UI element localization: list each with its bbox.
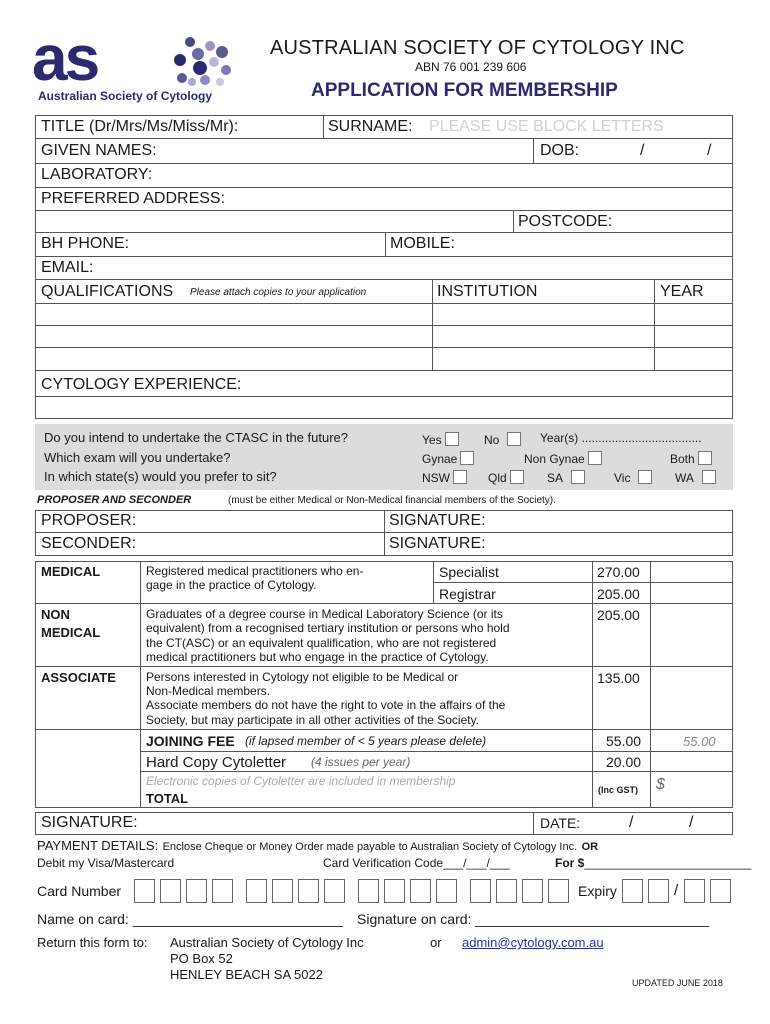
for-line: _________________________: [584, 856, 752, 870]
card-digit-box[interactable]: [548, 879, 569, 903]
updated-label: UPDATED JUNE 2018: [632, 978, 723, 988]
both-checkbox[interactable]: [698, 451, 712, 465]
expiry-box[interactable]: [684, 879, 705, 903]
electronic-note: Electronic copies of Cytoletter are included in membership: [146, 774, 456, 788]
no-checkbox[interactable]: [507, 432, 521, 446]
expiry-sep: /: [674, 882, 679, 899]
debit-label: Debit my Visa/Mastercard: [37, 856, 175, 870]
card-verification-label: Card Verification Code___/___/___: [323, 856, 510, 870]
proposer-signature-label: SIGNATURE:: [389, 512, 486, 529]
dob-sep-1: /: [640, 142, 645, 159]
joining-fee-note: (if lapsed member of < 5 years please delete): [245, 734, 487, 748]
mobile-label: MOBILE:: [390, 235, 455, 252]
logo-caption: Australian Society of Cytology: [38, 89, 213, 103]
for-label: For $: [555, 856, 585, 870]
state-label: Vic: [614, 471, 631, 485]
payment-text: Enclose Cheque or Money Order made payable to Australian Society of Cytology Inc.: [162, 841, 578, 853]
medical-label: MEDICAL: [41, 564, 101, 579]
both-option: [670, 451, 712, 465]
for-amount: [555, 857, 751, 869]
specialist-label: Specialist: [439, 564, 499, 580]
address-label: PREFERRED ADDRESS:: [41, 190, 226, 207]
proposer-label: PROPOSER:: [41, 512, 137, 529]
card-digit-box[interactable]: [436, 879, 457, 903]
associate-label: ASSOCIATE: [41, 670, 116, 685]
seconder-label: SECONDER:: [41, 535, 137, 552]
return-email-link[interactable]: admin@cytology.com.au: [462, 935, 604, 950]
proposer-note: (must be either Medical or Non-Medical financial members of the Society).: [228, 495, 556, 506]
total-mark: $: [656, 776, 665, 793]
hard-copy-note: (4 issues per year): [311, 755, 411, 769]
non-medical-desc-3: the CT(ASC) or an equivalent qualification, who are not registered: [146, 636, 497, 650]
registrar-fee: 205.00: [597, 586, 640, 602]
gynae-checkbox[interactable]: [460, 451, 474, 465]
name-on-card: Name on card: ___________________________: [37, 911, 343, 927]
form-title: APPLICATION FOR MEMBERSHIP: [311, 80, 618, 101]
qualifications-label: QUALIFICATIONS: [41, 283, 174, 300]
expiry-box[interactable]: [622, 879, 643, 903]
card-digit-box[interactable]: [410, 879, 431, 903]
gynae-label: Gynae: [422, 452, 458, 466]
state-label: SA: [547, 471, 564, 485]
date-sep-2: /: [689, 814, 694, 831]
state-label: Qld: [488, 471, 507, 485]
title-label: TITLE (Dr/Mrs/Ms/Miss/Mr):: [41, 118, 239, 135]
non-medical-label-2: MEDICAL: [41, 625, 101, 640]
card-number-label: Card Number: [37, 883, 122, 899]
card-digit-box[interactable]: [134, 879, 155, 903]
ctasc-question-2: Which exam will you undertake?: [44, 450, 231, 465]
surname-label: SURNAME:: [328, 118, 413, 135]
qld-checkbox[interactable]: [510, 470, 524, 484]
signature-on-card: Signature on card: ______________________________: [357, 911, 709, 927]
qualifications-note: Please attach copies to your application: [190, 287, 367, 298]
associate-fee: 135.00: [597, 670, 640, 686]
associate-desc-4: Society, but may participate in all other activities of the Society.: [146, 713, 480, 727]
wa-checkbox[interactable]: [702, 470, 716, 484]
logo: [30, 30, 235, 105]
yes-checkbox[interactable]: [445, 432, 459, 446]
bh-phone-label: BH PHONE:: [41, 235, 130, 252]
asc-logo-graphic: [30, 30, 235, 90]
ctasc-question-3: In which state(s) would you prefer to sit?: [44, 469, 277, 484]
card-digit-box[interactable]: [298, 879, 319, 903]
state-vic: [614, 470, 652, 484]
non-medical-desc-2: equivalent) from a recognised tertiary institution or persons who hold: [146, 621, 510, 635]
org-name: AUSTRALIAN SOCIETY OF CYTOLOGY INC: [270, 37, 685, 59]
card-digit-box[interactable]: [358, 879, 379, 903]
card-digit-box[interactable]: [160, 879, 181, 903]
state-sa: [547, 470, 585, 484]
card-digit-box[interactable]: [186, 879, 207, 903]
abn: ABN 76 001 239 606: [415, 60, 527, 74]
non-gynae-label: Non Gynae: [524, 452, 585, 466]
non-medical-fee: 205.00: [597, 607, 640, 623]
card-digit-box[interactable]: [522, 879, 543, 903]
registrar-label: Registrar: [439, 586, 496, 602]
payment-label: PAYMENT DETAILS:: [37, 838, 159, 853]
seconder-signature-label: SIGNATURE:: [389, 535, 486, 552]
hard-copy-fee: 20.00: [606, 754, 642, 770]
medical-desc-2: gage in the practice of Cytology.: [146, 578, 317, 592]
dob-label: DOB:: [540, 142, 580, 159]
joining-fee-handwritten: 55.00: [683, 734, 716, 749]
ctasc-no-label: No: [484, 433, 500, 447]
card-digit-box[interactable]: [496, 879, 517, 903]
ctasc-yes-label: Yes: [422, 433, 442, 447]
return-address-3: HENLEY BEACH SA 5022: [170, 967, 323, 982]
payment-details: [37, 838, 598, 854]
nsw-checkbox[interactable]: [453, 470, 467, 484]
card-digit-box[interactable]: [246, 879, 267, 903]
state-wa: [675, 470, 716, 484]
date-sep-1: /: [629, 814, 634, 831]
non-medical-desc-1: Graduates of a degree course in Medical Laboratory Science (or its: [146, 607, 503, 621]
cytology-experience-label: CYTOLOGY EXPERIENCE:: [41, 376, 242, 393]
proposer-heading: PROPOSER AND SECONDER: [37, 494, 192, 506]
dob-sep-2: /: [707, 142, 712, 159]
surname-hint: PLEASE USE BLOCK LETTERS: [429, 118, 664, 135]
return-address-2: PO Box 52: [170, 951, 233, 966]
total-label: TOTAL: [146, 791, 189, 806]
medical-desc-1: Registered medical practitioners who en-: [146, 564, 364, 578]
sa-checkbox[interactable]: [571, 470, 585, 484]
svg-text:as: as: [32, 30, 98, 90]
return-address-1: Australian Society of Cytology Inc: [170, 935, 364, 950]
email-label: EMAIL:: [41, 259, 94, 276]
both-label: Both: [670, 452, 695, 466]
ctasc-years: Year(s) ....................................: [540, 431, 702, 445]
joining-fee: 55.00: [606, 733, 642, 749]
associate-desc-2: Non-Medical members.: [146, 684, 271, 698]
card-digit-box[interactable]: [324, 879, 345, 903]
ctasc-yes: [422, 432, 459, 446]
return-or: or: [430, 935, 442, 950]
gynae-option: [422, 451, 474, 465]
card-digit-box[interactable]: [272, 879, 293, 903]
given-names-label: GIVEN NAMES:: [41, 142, 157, 159]
inc-gst-label: (Inc GST): [598, 785, 638, 795]
card-digit-box[interactable]: [212, 879, 233, 903]
non-gynae-option: [524, 451, 602, 465]
non-medical-desc-4: medical practitioners but who engage in the practice of Cytology.: [146, 650, 489, 664]
expiry-box[interactable]: [710, 879, 731, 903]
expiry-box[interactable]: [648, 879, 669, 903]
vic-checkbox[interactable]: [638, 470, 652, 484]
card-digit-box[interactable]: [384, 879, 405, 903]
state-nsw: [422, 470, 467, 484]
state-label: WA: [675, 471, 694, 485]
date-label: DATE:: [540, 815, 581, 831]
state-qld: [488, 470, 524, 484]
institution-label: INSTITUTION: [437, 283, 538, 300]
postcode-label: POSTCODE:: [518, 213, 613, 230]
payment-or: OR: [581, 841, 599, 853]
ctasc-no: [484, 432, 521, 446]
state-label: NSW: [422, 471, 450, 485]
ctasc-question-1: Do you intend to undertake the CTASC in the future?: [44, 430, 348, 445]
return-label: Return this form to:: [37, 935, 148, 950]
hard-copy-label: Hard Copy Cytoletter: [146, 754, 287, 771]
associate-desc-3: Associate members do not have the right to vote in the affairs of the: [146, 698, 506, 712]
specialist-fee: 270.00: [597, 564, 640, 580]
associate-desc-1: Persons interested in Cytology not eligible to be Medical or: [146, 670, 459, 684]
non-gynae-checkbox[interactable]: [588, 451, 602, 465]
year-label: YEAR: [660, 283, 704, 300]
laboratory-label: LABORATORY:: [41, 166, 153, 183]
expiry-label: Expiry: [578, 883, 617, 899]
signature-label: SIGNATURE:: [41, 814, 138, 831]
joining-fee-label: JOINING FEE: [146, 733, 235, 749]
non-medical-label-1: NON: [41, 607, 70, 622]
card-digit-box[interactable]: [470, 879, 491, 903]
